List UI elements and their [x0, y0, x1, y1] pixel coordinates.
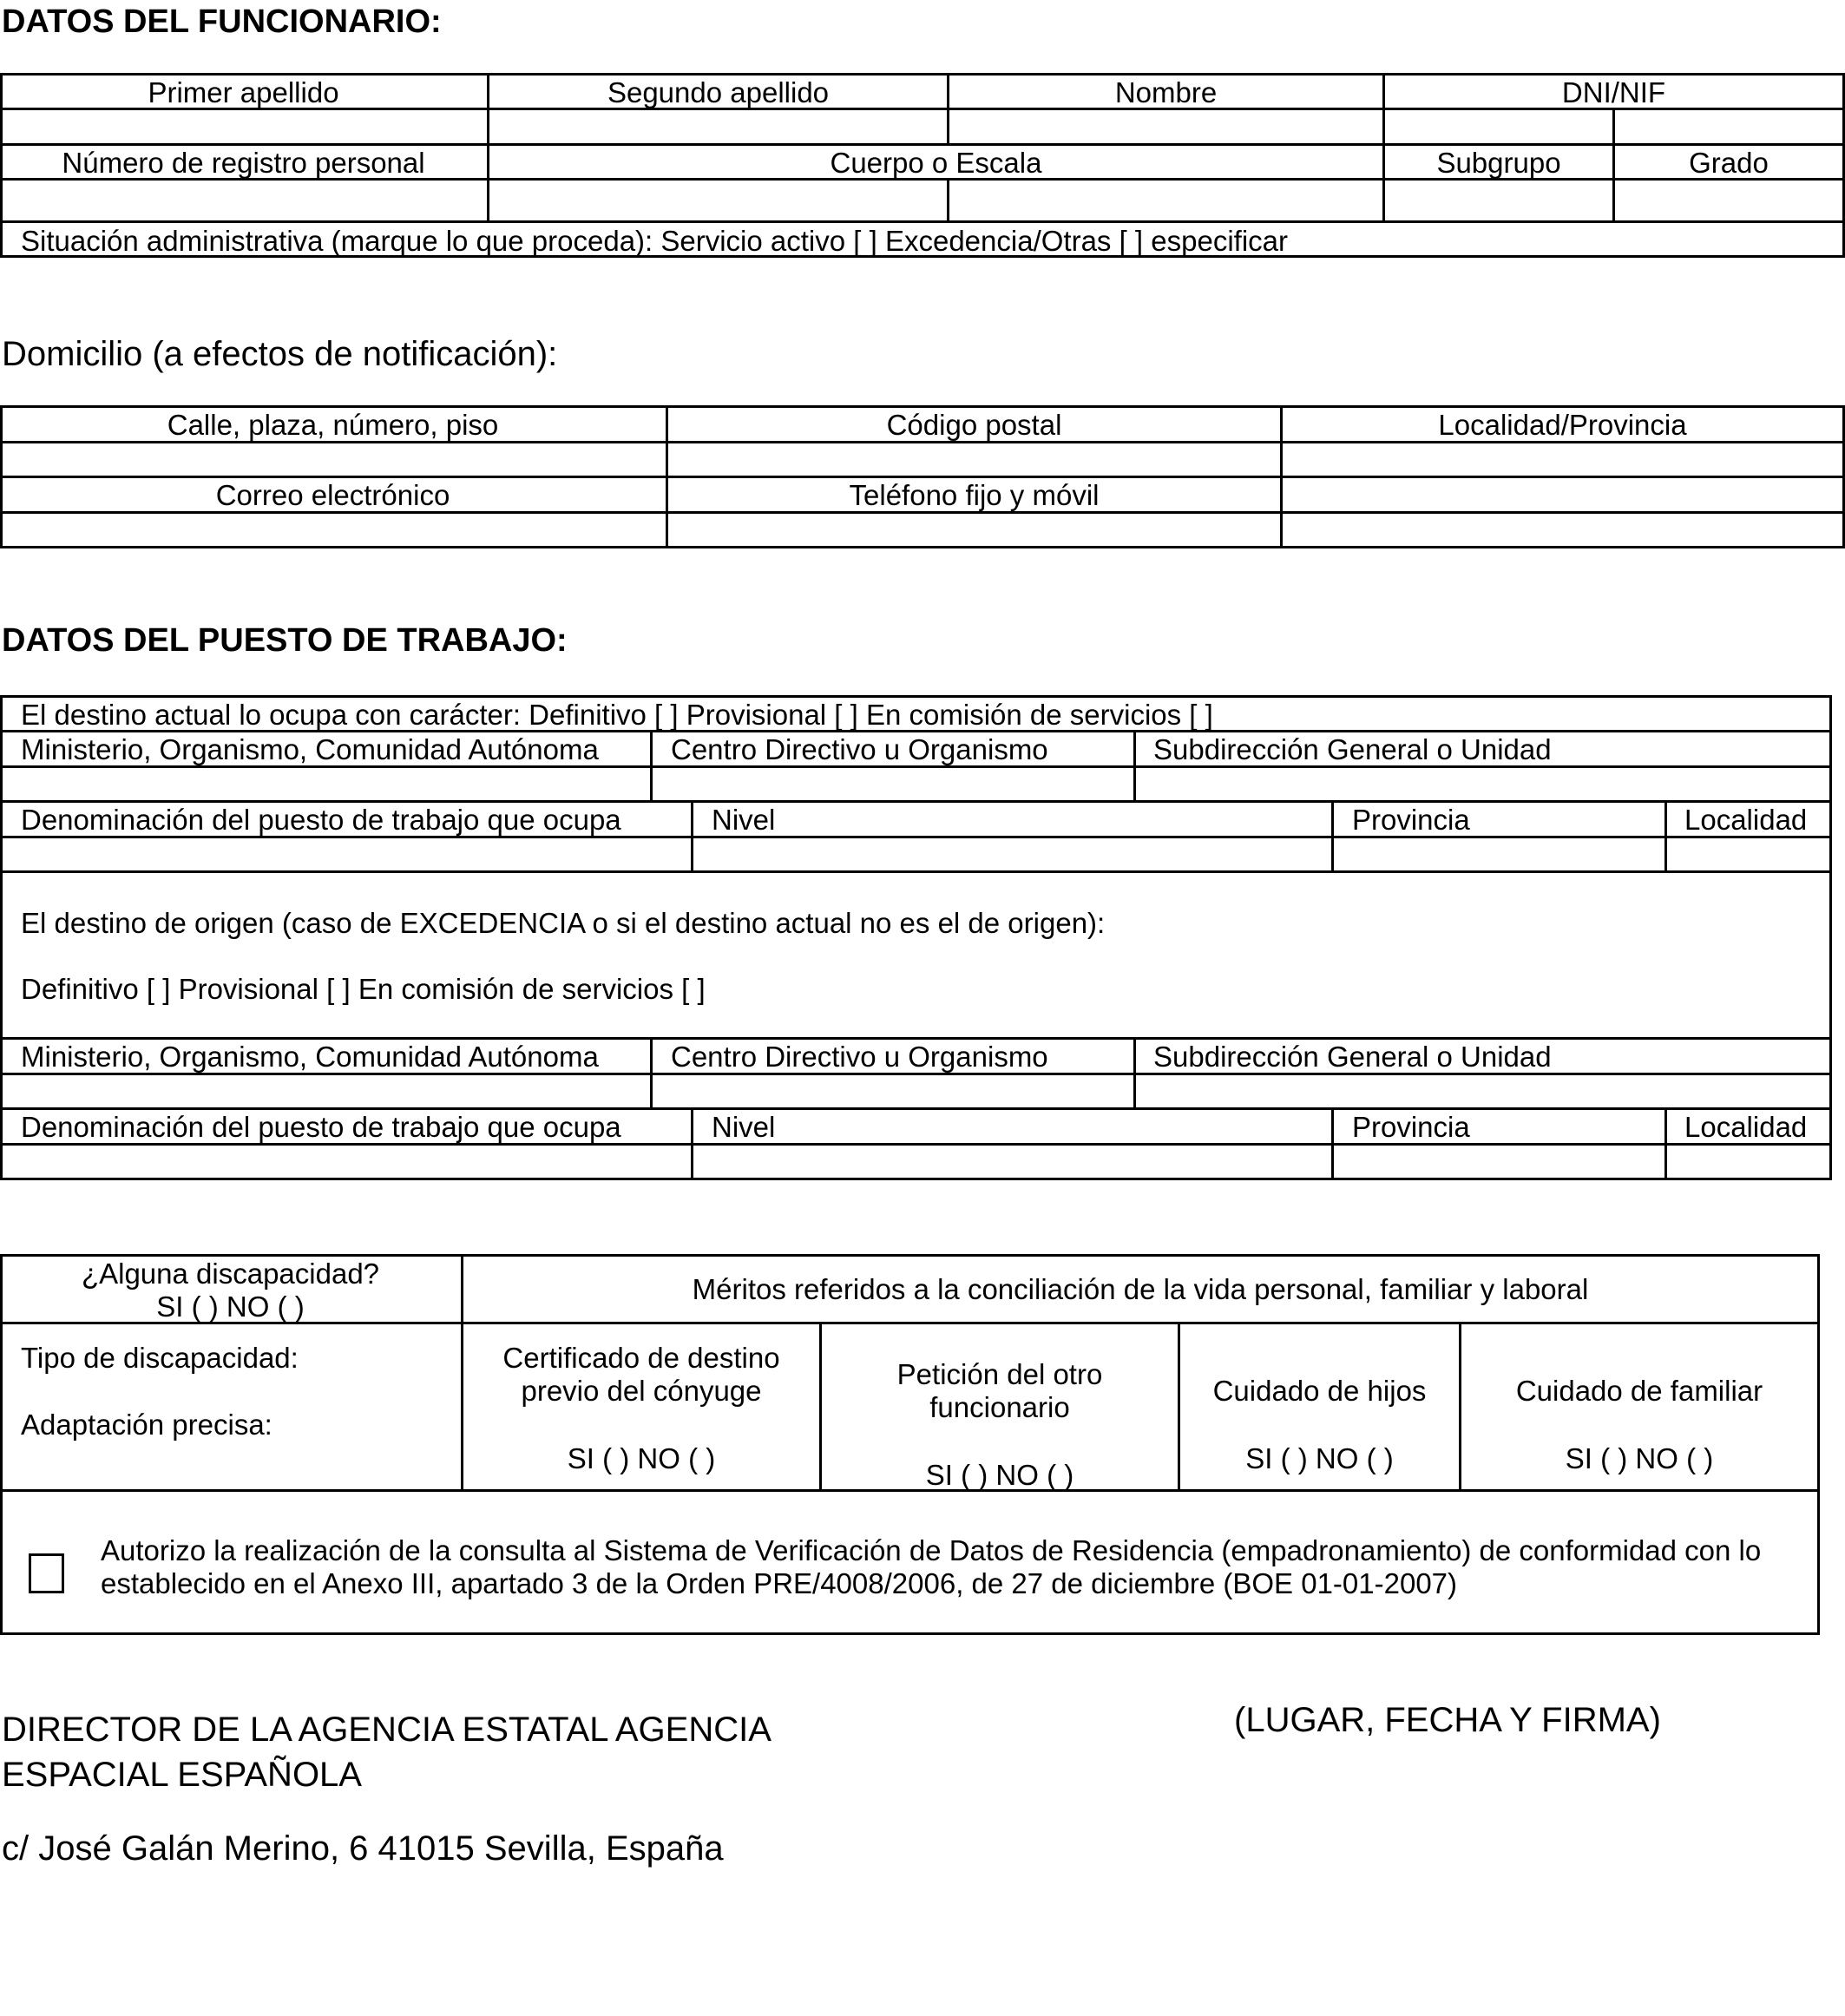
autorizo-text-2: establecido en el Anexo III, apartado 3 de la Orden PRE/4008/2006, de 27 de diciembre (BOE 01-01-2007)	[101, 1567, 1458, 1599]
cuidado-familiar-label: Cuidado de familiar	[1515, 1375, 1763, 1407]
field-nombre[interactable]	[949, 110, 1382, 143]
col-nrp: Número de registro personal	[62, 147, 425, 179]
col-nivel-origen: Nivel	[712, 1111, 776, 1143]
col-calle: Calle, plaza, número, piso	[167, 409, 499, 441]
field-cuerpo[interactable]	[489, 181, 1382, 220]
field-localidad-origen[interactable]	[1667, 1146, 1829, 1178]
col-localidad: Localidad	[1684, 804, 1808, 836]
col-segundo-apellido: Segundo apellido	[607, 76, 830, 108]
field-subgrupo[interactable]	[1385, 181, 1612, 220]
certificado-label-1: Certificado de destino	[502, 1342, 780, 1374]
field-nrp[interactable]	[3, 181, 487, 220]
col-nivel: Nivel	[712, 804, 776, 836]
field-denominacion[interactable]	[3, 838, 691, 870]
field-localidad-provincia[interactable]	[1283, 443, 1842, 476]
field-provincia-origen[interactable]	[1334, 1146, 1664, 1178]
direccion-postal: c/ José Galán Merino, 6 41015 Sevilla, España	[2, 1829, 724, 1868]
col-nombre: Nombre	[1114, 76, 1218, 108]
col-ministerio: Ministerio, Organismo, Comunidad Autónoma	[21, 733, 599, 765]
col-primer-apellido: Primer apellido	[148, 76, 339, 108]
col-subdireccion-origen: Subdirección General o Unidad	[1153, 1041, 1552, 1073]
col-subdireccion: Subdirección General o Unidad	[1153, 733, 1552, 765]
heading-puesto: DATOS DEL PUESTO DE TRABAJO:	[2, 622, 568, 659]
col-provincia-origen: Provincia	[1352, 1111, 1470, 1143]
field-ministerio-origen[interactable]	[3, 1075, 650, 1107]
col-ministerio-origen: Ministerio, Organismo, Comunidad Autónoma	[21, 1041, 599, 1073]
col-dni: DNI/NIF	[1561, 76, 1666, 108]
peticion-si-no[interactable]: SI ( ) NO ( )	[925, 1459, 1074, 1491]
field-subdireccion-origen[interactable]	[1136, 1075, 1829, 1107]
col-subgrupo: Subgrupo	[1436, 147, 1561, 179]
meritos-title: Méritos referidos a la conciliación de la vida personal, familiar y laboral	[692, 1273, 1589, 1305]
field-subdireccion[interactable]	[1136, 768, 1829, 800]
lugar-fecha-firma: (LUGAR, FECHA Y FIRMA)	[1234, 1701, 1661, 1739]
autorizo-checkbox[interactable]	[29, 1553, 64, 1593]
director-line-2: ESPACIAL ESPAÑOLA	[2, 1756, 362, 1794]
cuidado-hijos-si-no[interactable]: SI ( ) NO ( )	[1245, 1442, 1394, 1474]
destino-actual: El destino actual lo ocupa con carácter: Definitivo [ ] Provisional [ ] En comisión de servicios [ ]	[21, 699, 1213, 731]
col-localidad-provincia: Localidad/Provincia	[1438, 409, 1687, 441]
field-ministerio[interactable]	[3, 768, 650, 800]
col-codigo-postal: Código postal	[886, 409, 1062, 441]
tipo-discapacidad: Tipo de discapacidad:	[21, 1342, 299, 1374]
col-provincia: Provincia	[1352, 804, 1470, 836]
destino-origen-options: Definitivo [ ] Provisional [ ] En comisión de servicios [ ]	[21, 973, 706, 1005]
cuidado-hijos-label: Cuidado de hijos	[1212, 1375, 1427, 1407]
field-codigo-postal[interactable]	[668, 443, 1280, 476]
col-cuerpo: Cuerpo o Escala	[830, 147, 1042, 179]
col-grado: Grado	[1689, 147, 1769, 179]
col-denominacion: Denominación del puesto de trabajo que ocupa	[21, 804, 621, 836]
field-nivel-origen[interactable]	[693, 1146, 1331, 1178]
field-dni[interactable]	[1385, 110, 1842, 143]
field-nivel[interactable]	[693, 838, 1331, 870]
discapacidad-si-no[interactable]: SI ( ) NO ( )	[156, 1290, 305, 1323]
field-localidad[interactable]	[1667, 838, 1829, 870]
destino-origen-text: El destino de origen (caso de EXCEDENCIA o si el destino actual no es el de origen):	[21, 907, 1106, 939]
field-segundo-apellido[interactable]	[489, 110, 947, 143]
field-centro-directivo[interactable]	[653, 768, 1133, 800]
peticion-label-1: Petición del otro	[896, 1358, 1103, 1390]
heading-domicilio: Domicilio (a efectos de notificación):	[2, 335, 558, 373]
discapacidad-question: ¿Alguna discapacidad?	[81, 1258, 380, 1290]
field-grado[interactable]	[1615, 181, 1842, 220]
autorizo-text-1: Autorizo la realización de la consulta al Sistema de Verificación de Datos de Residencia (empadronamiento) de conformidad con lo	[101, 1534, 1762, 1566]
field-primer-apellido[interactable]	[3, 110, 487, 143]
certificado-si-no[interactable]: SI ( ) NO ( )	[567, 1442, 716, 1474]
col-localidad-origen: Localidad	[1684, 1111, 1808, 1143]
field-calle[interactable]	[3, 443, 666, 476]
field-centro-directivo-origen[interactable]	[653, 1075, 1133, 1107]
adaptacion-precisa: Adaptación precisa:	[21, 1409, 272, 1441]
director-line-1: DIRECTOR DE LA AGENCIA ESTATAL AGENCIA	[2, 1711, 771, 1749]
col-denominacion-origen: Denominación del puesto de trabajo que ocupa	[21, 1111, 621, 1143]
field-correo[interactable]	[3, 514, 666, 546]
field-denominacion-origen[interactable]	[3, 1146, 691, 1178]
cuidado-familiar-si-no[interactable]: SI ( ) NO ( )	[1565, 1442, 1714, 1474]
col-telefono: Teléfono fijo y móvil	[849, 479, 1100, 511]
situacion-administrativa: Situación administrativa (marque lo que proceda): Servicio activo [ ] Excedencia/Otras [ ] especificar	[21, 225, 1288, 257]
field-provincia[interactable]	[1334, 838, 1664, 870]
col-correo: Correo electrónico	[215, 479, 450, 511]
col-centro-directivo: Centro Directivo u Organismo	[671, 733, 1048, 765]
col-centro-directivo-origen: Centro Directivo u Organismo	[671, 1041, 1048, 1073]
certificado-label-2: previo del cónyuge	[521, 1375, 762, 1407]
peticion-label-2: funcionario	[929, 1391, 1070, 1423]
field-telefono[interactable]	[668, 514, 1280, 546]
heading-funcionario: DATOS DEL FUNCIONARIO:	[2, 3, 442, 40]
